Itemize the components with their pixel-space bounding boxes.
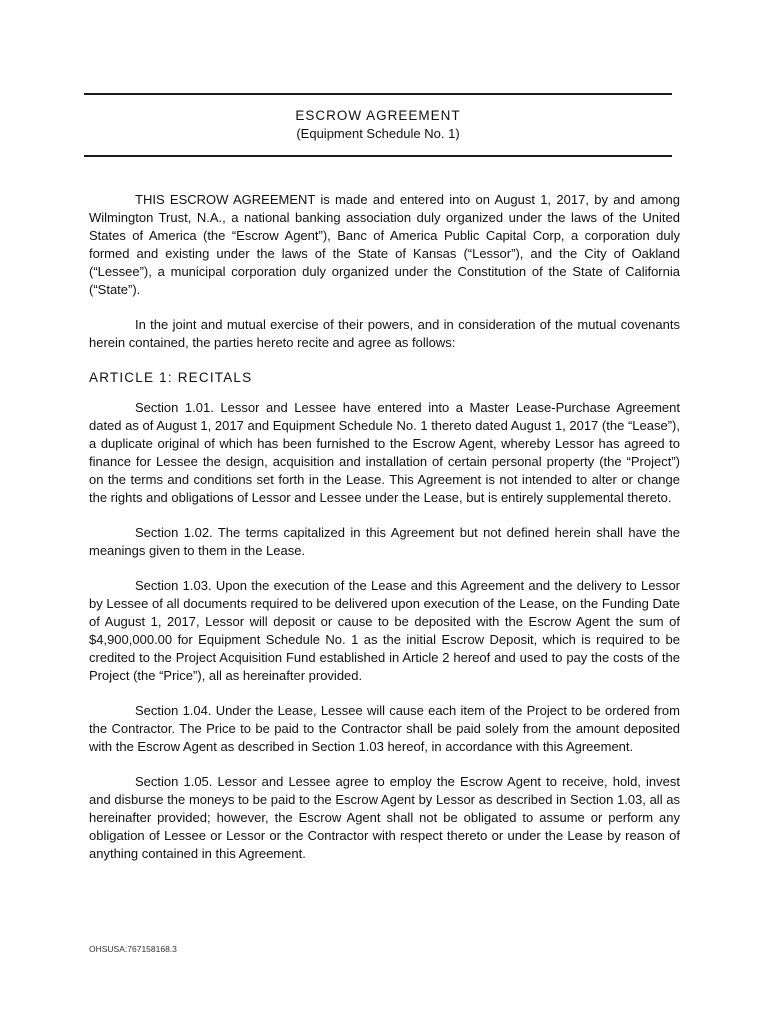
- document-footer-id: OHSUSA:767158168.3: [89, 944, 177, 954]
- intro-paragraph: THIS ESCROW AGREEMENT is made and entered into on August 1, 2017, by and among Wilmington Trust, N.A., a national banking association duly organized under the laws of the United States of America (the “Escrow Agent”), Banc of America Public Capital Corp, a corporation duly formed and existing under the laws of the State of Kansas (“Lessor”), and the City of Oakland (“Lessee”), a municipal corporation duly organized under the Constitution of the State of California (“State”).: [89, 192, 680, 297]
- section-1-02: Section 1.02. The terms capitalized in this Agreement but not defined herein shall have the meanings given to them in the Lease.: [89, 525, 680, 558]
- section-1-04: Section 1.04. Under the Lease, Lessee will cause each item of the Project to be ordered from the Contractor. The Price to be paid to the Contractor shall be paid solely from the amount deposited with the Escrow Agent as described in Section 1.03 hereof, in accordance with this Agreement.: [89, 703, 680, 754]
- document-subtitle: (Equipment Schedule No. 1): [296, 126, 460, 141]
- article-heading: ARTICLE 1: RECITALS: [89, 370, 253, 385]
- document-body: [89, 191, 680, 880]
- section-1-05: Section 1.05. Lessor and Lessee agree to employ the Escrow Agent to receive, hold, invest and disburse the moneys to be paid to the Escrow Agent by Lessor as described in Section 1.03, all as hereinafter provided; however, the Escrow Agent shall not be obligated to assume or perform any obligation of Lessee or Lessor or the Contractor with respect thereto or under the Lease by reason of anything contained in this Agreement.: [89, 774, 680, 861]
- top-rule: [84, 93, 672, 95]
- document-title: ESCROW AGREEMENT: [295, 108, 461, 123]
- section-1-01: Section 1.01. Lessor and Lessee have entered into a Master Lease-Purchase Agreement dated as of August 1, 2017 and Equipment Schedule No. 1 thereto dated August 1, 2017 (the “Lease”), a duplicate original of which has been furnished to the Escrow Agent, whereby Lessor has agreed to finance for Lessee the design, acquisition and installation of certain personal property (the “Project”) on the terms and conditions set forth in the Lease. This Agreement is not intended to alter or change the rights and obligations of Lessor and Lessee under the Lease, but is entirely supplemental thereto.: [89, 400, 680, 505]
- recital-paragraph: In the joint and mutual exercise of their powers, and in consideration of the mutual covenants herein contained, the parties hereto recite and agree as follows:: [89, 317, 680, 350]
- section-1-03: Section 1.03. Upon the execution of the Lease and this Agreement and the delivery to Lessor by Lessee of all documents required to be delivered upon execution of the Lease, on the Funding Date of August 1, 2017, Lessor will deposit or cause to be deposited with the Escrow Agent the sum of $4,900,000.00 for Equipment Schedule No. 1 as the initial Escrow Deposit, which is required to be credited to the Project Acquisition Fund established in Article 2 hereof and used to pay the costs of the Project (the “Price”), all as hereinafter provided.: [89, 578, 680, 683]
- bottom-rule: [84, 155, 672, 157]
